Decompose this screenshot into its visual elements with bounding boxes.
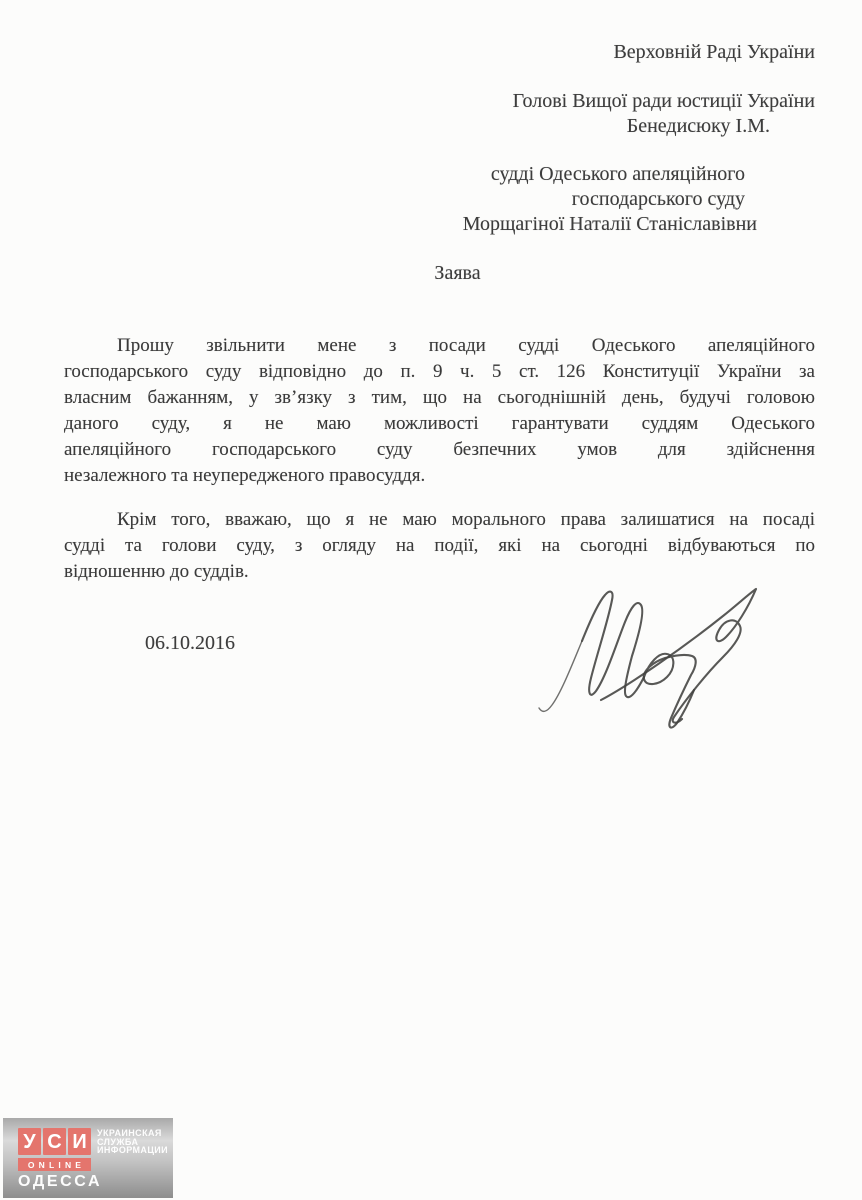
usi-letter-square: С xyxy=(43,1128,66,1155)
paragraph-line: апеляційного господарського суду безпечних умов для здійснення xyxy=(64,439,815,460)
paragraph-line: господарського суду відповідно до п. 9 ч. 5 ст. 126 Конституції України за xyxy=(64,361,815,382)
usi-online-bar: ONLINE xyxy=(18,1158,91,1171)
addressee-line: Верховній Раді України xyxy=(613,41,815,63)
paragraph-line: судді та голови суду, з огляду на події, які на сьогодні відбуваються по xyxy=(64,535,815,556)
letter-content xyxy=(64,0,815,656)
usi-watermark-logo xyxy=(3,1118,173,1198)
paragraph-resignation xyxy=(64,333,815,489)
usi-org-name xyxy=(97,1129,168,1155)
addressee-verkhovna-rada xyxy=(64,40,815,65)
paragraph-line: даного суду, я не маю можливості гарантувати суддям Одеського xyxy=(64,413,815,434)
paragraph-line: Прошу звільнити мене з посади судді Одеського апеляційного xyxy=(117,335,815,356)
usi-org-line: ИНФОРМАЦИИ xyxy=(97,1145,169,1156)
usi-letter-square: И xyxy=(68,1128,91,1155)
addressee-line: Голові Вищої ради юстиції України xyxy=(512,90,815,112)
addressee-justice-council xyxy=(64,89,815,139)
letter-title: Заява xyxy=(434,262,481,284)
sender-judge-block xyxy=(64,162,815,237)
addressee-line: Бенедисюку І.М. xyxy=(626,115,770,137)
paragraph-line: незалежного та неупередженого правосуддя. xyxy=(64,465,426,486)
paragraph-moral-grounds xyxy=(64,507,815,585)
usi-org-line: СЛУЖБА xyxy=(97,1136,139,1147)
sender-line: судді Одеського апеляційного xyxy=(490,163,745,185)
usi-city-label: ОДЕССА xyxy=(18,1173,103,1190)
letter-date: 06.10.2016 xyxy=(145,632,235,654)
handwritten-signature-icon xyxy=(533,586,773,736)
paragraph-line: Крім того, вважаю, що я не маю морального права залишатися на посаді xyxy=(117,509,815,530)
usi-letter-squares xyxy=(18,1128,91,1155)
sender-line: Морщагіної Наталії Станіславівни xyxy=(462,213,757,235)
usi-org-line: УКРАИНСКАЯ xyxy=(97,1128,162,1138)
paragraph-line: відношенню до суддів. xyxy=(64,561,249,582)
sender-line: господарського суду xyxy=(571,188,745,210)
paragraph-line: власним бажанням, у зв’язку з тим, що на сьогоднішній день, будучі головою xyxy=(64,387,815,408)
usi-letter-square: У xyxy=(18,1128,41,1155)
